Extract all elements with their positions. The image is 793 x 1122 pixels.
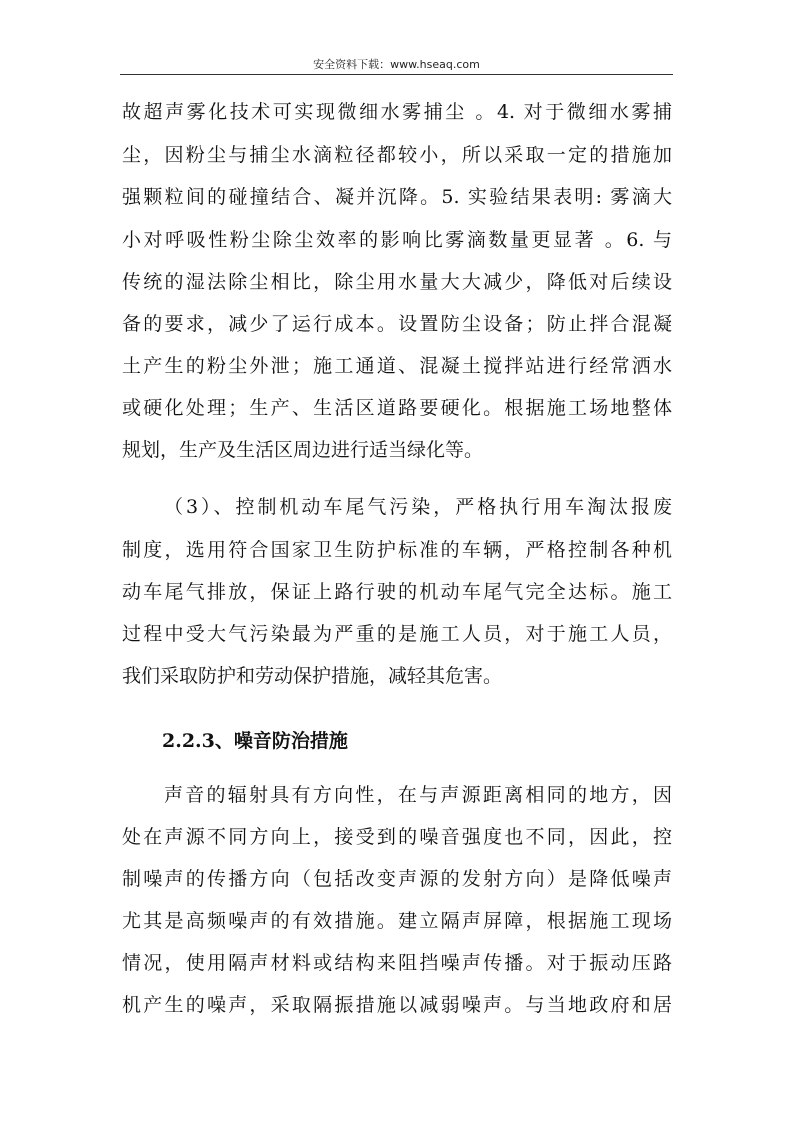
text-line: 动车尾气排放，保证上路行驶的机动车尾气完全达标。施工 (122, 581, 672, 603)
text-line: 我们采取防护和劳动保护措施，减轻其危害。 (122, 665, 503, 687)
text-line: 规划，生产及生活区周边进行适当绿化等。 (122, 439, 484, 461)
text-line: 声音的辐射具有方向性，在与声源距离相同的地方，因 (164, 784, 672, 806)
text-line: 制噪声的传播方向（包括改变声源的发射方向）是降低噪声 (122, 868, 672, 890)
text-line: 过程中受大气污染最为严重的是施工人员，对于施工人员， (122, 623, 672, 645)
text-line: 尤其是高频噪声的有效措施。建立隔声屏障，根据施工现场 (122, 910, 672, 932)
text-line: 故超声雾化技术可实现微细水雾捕尘 。4. 对于微细水雾捕 (122, 101, 672, 123)
text-line: 强颗粒间的碰撞结合、凝并沉降。5. 实验结果表明: 雾滴大 (122, 186, 672, 208)
text-line: 尘，因粉尘与捕尘水滴粒径都较小，所以采取一定的措施加 (122, 144, 672, 166)
text-line: 制度，选用符合国家卫生防护标准的车辆，严格控制各种机 (122, 539, 672, 561)
header-text: 安全资料下载：www.hseaq.com (313, 58, 480, 71)
text-line: 土产生的粉尘外泄；施工通道、混凝土搅拌站进行经常洒水 (122, 355, 672, 377)
text-line: 机产生的噪声，采取隔振措施以减弱噪声。与当地政府和居 (122, 994, 672, 1016)
text-line: 备的要求，减少了运行成本。设置防尘设备；防止拌合混凝 (122, 313, 672, 335)
text-line: 传统的湿法除尘相比，除尘用水量大大减少，降低对后续设 (122, 271, 672, 293)
text-line: 情况，使用隔声材料或结构来阻挡噪声传播。对于振动压路 (122, 952, 672, 974)
text-line: 或硬化处理；生产、生活区道路要硬化。根据施工场地整体 (122, 397, 672, 419)
text-line: （3）、控制机动车尾气污染，严格执行用车淘汰报废 (164, 496, 672, 518)
text-line: 处在声源不同方向上，接受到的噪音强度也不同，因此，控 (122, 826, 672, 848)
text-line: 小对呼吸性粉尘除尘效率的影响比雾滴数量更显著 。6. 与 (122, 229, 672, 251)
section-heading: 2.2.3、噪音防治措施 (162, 730, 348, 752)
header-divider (120, 74, 673, 75)
